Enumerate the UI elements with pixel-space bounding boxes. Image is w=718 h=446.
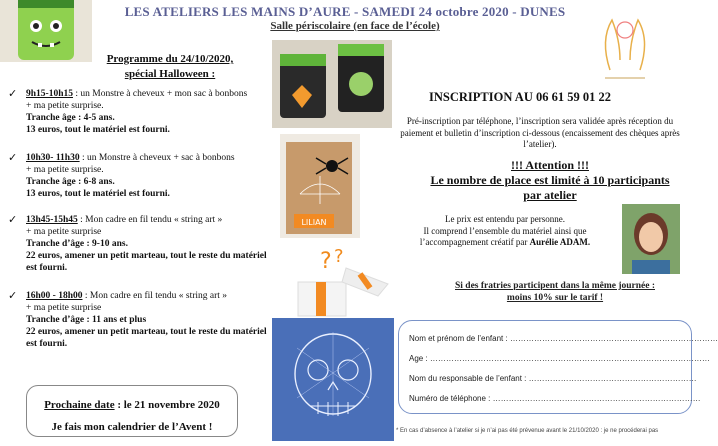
page-title: LES ATELIERS LES MAINS D’AURE - SAMEDI 24 octobre 2020 - DUNES <box>124 4 566 19</box>
slot-description: : un Monstre à cheveux + sac à bonbons <box>79 153 235 163</box>
slot-age: Tranche d’âge : 9-10 ans. <box>26 239 128 249</box>
gift-box-icon <box>290 244 394 322</box>
slot-age: Tranche d’âge : 11 ans et plus <box>26 315 147 325</box>
string-art-skull-illustration <box>272 318 394 441</box>
absence-footnote: * En cas d’absence à l’atelier si je n’ai pas été prévenue avant le 21/10/2020 : je ne procéderai pas <box>396 428 659 434</box>
slot-price: 13 euros, tout le matériel est fourni. <box>26 125 170 135</box>
slot-age: Tranche âge : 4-5 ans. <box>26 113 115 123</box>
slot-4 <box>8 290 276 350</box>
next-date-box <box>26 385 238 437</box>
slot-price: 22 euros, amener un petit marteau, tout le reste du matériel est fourni. <box>26 327 267 349</box>
halloween-pots-photo <box>272 40 392 128</box>
hands-logo-icon <box>590 0 660 90</box>
phone-field[interactable]: Numéro de téléphone : …………………………………………………………………… <box>409 394 701 403</box>
slot-time: 13h45-15h45 <box>26 215 78 225</box>
program-title-line2: spécial Halloween : <box>124 68 216 80</box>
sibling-discount <box>420 280 690 304</box>
slot-description: : un Monstre à cheveux + mon sac à bonbons <box>72 89 248 99</box>
attention-title: !!! Attention !!! <box>511 158 589 172</box>
attention-line1: Le nombre de place est limité à 10 participants <box>430 173 670 187</box>
svg-text:?: ? <box>320 249 332 274</box>
string-art-photo <box>272 318 394 441</box>
registration-form <box>398 320 718 414</box>
slot-extra: + ma petite surprise. <box>26 101 104 111</box>
gift-box-photo <box>290 244 394 322</box>
svg-text:?: ? <box>334 246 344 267</box>
slot-description: : Mon cadre en fil tendu « string art » <box>77 215 223 225</box>
slot-1 <box>8 88 276 136</box>
bag-name-label: LILIAN <box>301 218 327 227</box>
spider-bag-illustration <box>280 134 360 238</box>
next-date-theme: Je fais mon calendrier de l’Avent ! <box>51 421 213 433</box>
candy-bag-photo <box>280 134 360 238</box>
slot-price: 22 euros, amener un petit marteau, tout le reste du matériel est fourni. <box>26 251 267 273</box>
instructor-name: Aurélie ADAM. <box>529 237 591 247</box>
instructor-portrait <box>622 204 680 274</box>
program-title-line1: Programme du 24/10/2020, <box>106 53 234 65</box>
age-field[interactable]: Age : …………………………………………………………………………………………… <box>409 354 710 363</box>
slot-extra: + ma petite surprise <box>26 303 102 313</box>
slot-2 <box>8 152 276 200</box>
brand-logo <box>590 0 660 90</box>
attention-block <box>410 158 690 203</box>
checkmark-icon: ✓ <box>8 152 18 164</box>
checkmark-icon: ✓ <box>8 88 18 100</box>
monster-pot-photo <box>0 0 92 62</box>
inscription-text: Pré-inscription par téléphone, l’inscription sera validée après réception du paiement et bulletin d’inscription ci-dessous (encaissement des chèques après l’atelier). <box>400 116 680 149</box>
slot-extra: + ma petite surprise <box>26 227 102 237</box>
slot-age: Tranche âge : 6-8 ans. <box>26 177 115 187</box>
slot-description: : Mon cadre en fil tendu « string art » <box>82 291 228 301</box>
price-line1: Le prix est entendu par personne. <box>445 214 565 224</box>
location-subtitle: Salle périscolaire (en face de l’école) <box>270 20 440 32</box>
slot-time: 10h30- 11h30 <box>26 153 80 163</box>
price-info <box>400 214 610 249</box>
next-date-label: Prochaine date <box>44 399 115 411</box>
slot-time: 16h00 - 18h00 <box>26 291 83 301</box>
checkmark-icon: ✓ <box>8 214 18 226</box>
slot-3 <box>8 214 276 274</box>
price-line3: l’accompagnement créatif par <box>419 237 530 247</box>
program-title <box>80 52 260 82</box>
guardian-name-field[interactable]: Nom du responsable de l’enfant : ……………………………………………………… <box>409 374 697 383</box>
price-line2: Il comprend l’ensemble du matériel ainsi que <box>423 225 587 236</box>
sibling-line1: Si des fratries participent dans la même journée : <box>455 281 655 291</box>
inscription-phone: INSCRIPTION AU 06 61 59 01 22 <box>429 90 611 104</box>
portrait-illustration <box>622 204 680 274</box>
slot-extra: + ma petite surprise. <box>26 165 104 175</box>
checkmark-icon: ✓ <box>8 290 18 302</box>
next-date-value: : le 21 novembre 2020 <box>114 399 220 411</box>
monster-pot-illustration <box>0 0 92 62</box>
attention-line2: par atelier <box>523 188 577 202</box>
slot-time: 9h15-10h15 <box>26 89 73 99</box>
halloween-pots-illustration <box>272 40 392 128</box>
slot-price: 13 euros, tout le matériel est fourni. <box>26 189 170 199</box>
child-name-field[interactable]: Nom et prénom de l’enfant : …………………………………………………………………… <box>409 334 718 343</box>
sibling-line2: moins 10% sur le tarif ! <box>506 293 604 303</box>
